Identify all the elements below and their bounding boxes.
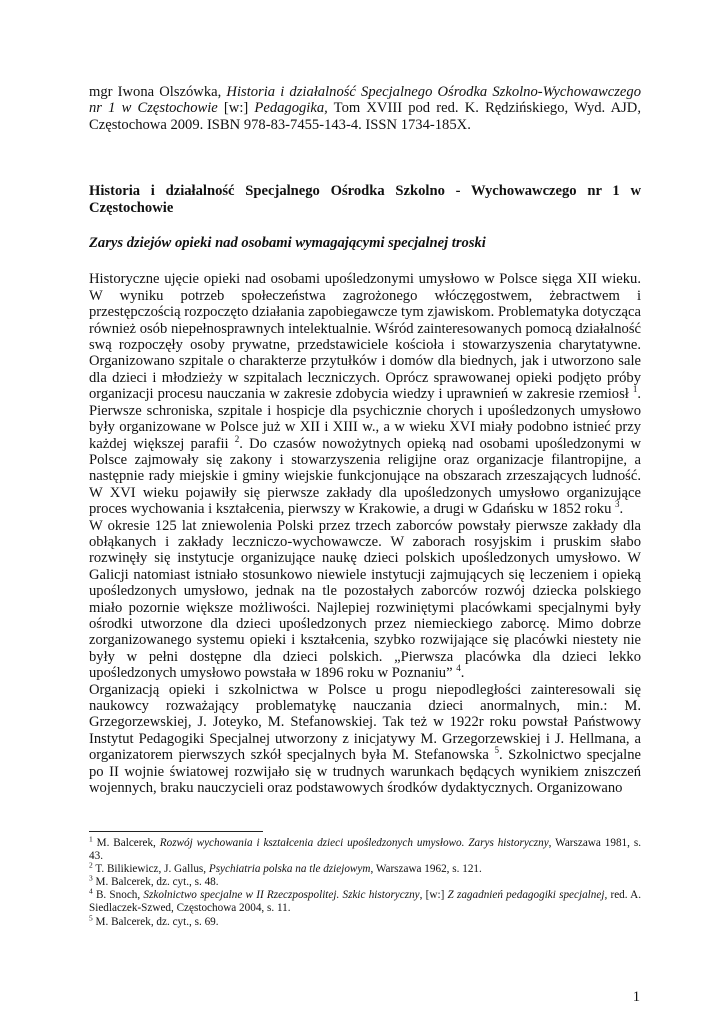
footnote-5: $^5$ M. Balcerek, dz. cyt., s. 69.: [89, 912, 219, 928]
document-page: [89, 84, 641, 796]
citation-title: Historia i działalność Specjalnego Ośrodka Szkolno-Wychowawczego nr 1 w Częstochowie: [89, 84, 641, 117]
document-title: Historia i działalność Specjalnego Ośrodka Szkolno - Wychowawczego nr 1 w Częstochowie: [89, 183, 641, 216]
paragraph-1: Historyczne ujęcie opieki nad osobami upośledzonymi umysłowo w Polsce sięga XII wieku. W wyniku potrzeb społeczeństwa zagrożonego włóczęgostwem, żebractwem i przestępczością rozpoczęto działania zapobiegawcze tym zjawiskom. Problematyka dotycząca również osób niepełnosprawnych intelektualnie. Wśród zainteresowanych pomocą działalność swą rozpoczęły osoby prywatne, przedstawiciele kościoła i stowarzyszenia charytatywne. Organizowano szpitale o charakterze przytułków i domów dla biednych, jak i utworzono sale dla dzieci i młodzieży w szpitalach leczniczych. Oprócz sprawowanej opieki podjęto próby organizacji procesu nauczania w zakresie zdobycia wiedzy i uprawnień w zakresie rzemiosł $^1$. Pierwsze schroniska, szpitale i hospicje dla psychicznie chorych i upośledzonych umysłowo były organizowane w Polsce już w XII i XIII w., a w wieku XVI miały podobno istnieć przy każdej większej parafii $^2$. Do czasów nowożytnych opieką nad osobami upośledzonymi w Polsce zajmowały się zakony i stowarzyszenia religijne oraz organizacje filantropijne, a następnie rady miejskie i gminy wiejskie funkcjonujące na obszarach zrzeszających ludność. W XVI wieku pojawiły się pierwsze zakłady dla upośledzonych umysłowo organizujące proces wychowania i kształcenia, pierwszy w Krakowie, a drugi w Gdańsku w 1852 roku $^3$.: [89, 271, 641, 518]
citation-journal: Pedagogika,: [254, 100, 328, 117]
footnote-ref-5[interactable]: 5: [494, 745, 499, 756]
footnote-3: $^3$ M. Balcerek, dz. cyt., s. 48.: [89, 873, 219, 889]
footnote-divider: [89, 831, 263, 832]
footnote-ref-1[interactable]: 1: [632, 384, 638, 395]
footnote-2: $^2$ T. Bilikiewicz, J. Gallus, Psychiatria polska na tle dziejowym, Warszawa 1962, s. 121.: [89, 860, 482, 876]
bibliographic-citation: mgr Iwona Olszówka, Historia i działalność Specjalnego Ośrodka Szkolno-Wychowawczego nr 1 w Częstochowie [w:] Pedagogika, Tom XVIII pod red. K. Rędzińskiego, Wyd. AJD, Częstochowa 2009. ISBN 978-83-7455-143-4. ISSN 1734-185X.: [89, 84, 641, 133]
citation-author: mgr Iwona Olszówka: [89, 84, 218, 100]
paragraph-2: W okresie 125 lat zniewolenia Polski przez trzech zaborców powstały pierwsze zakłady dla obłąkanych i zakłady leczniczo-wychowawcze. W zaborach rosyjskim i pruskim słabo rozwinęły się instytucje organizujące naukę dzieci polskich upośledzonych umysłowo. W Galicji natomiast istniało stosunkowo niewiele instytucji zajmujących się leczeniem i opieką upośledzonych umysłowo, jednak na tle pozostałych zaborców rozwój dziecka polskiego miało pozornie większe możliwości. Najlepiej rozwiniętymi placówkami specjalnymi były ośrodki utworzone dla dzieci upośledzonych przez niemieckiego zaborcę. Mimo dobrze zorganizowanego systemu opieki i kształcenia, szybko rozwijające się placówki niestety nie były w pełni dostępne dla dzieci polskich. „Pierwsza placówka dla dzieci lekko upośledzonych umysłowo powstała w 1896 roku w Poznaniu” $^4$.: [89, 517, 641, 682]
footnotes: [89, 834, 642, 929]
citation-details: Tom XVIII pod red. K. Rędzińskiego, Wyd. AJD, Częstochowa 2009. ISBN 978-83-7455-143-4. ISSN 1734-185X.: [89, 100, 641, 133]
footnote-ref-3[interactable]: 3: [615, 499, 620, 510]
section-heading: Zarys dziejów opieki nad osobami wymagającymi specjalnej troski: [89, 235, 486, 252]
footnote-ref-2[interactable]: 2: [234, 433, 240, 444]
footnote-ref-4[interactable]: 4: [456, 663, 461, 674]
body-text: [89, 271, 641, 796]
paragraph-3: Organizacją opieki i szkolnictwa w Polsce u progu niepodległości zainteresowali się naukowcy rozważający problematykę nauczania dzieci anormalnych, min.: M. Grzegorzewskiej, J. Joteyko, M. Stefanowskiej. Tak też w 1922r roku powstał Państwowy Instytut Pedagogiki Specjalnej utworzony z inicjatywy M. Grzegorzewskiej i J. Hellmana, a organizatorem pierwszych szkół specjalnych była M. Stefanowska $^5$. Szkolnictwo specjalne po II wojnie światowej rozwijało się w trudnych warunkach będących wynikiem zniszczeń wojennych, braku nauczycieli oraz podstawowych środków dydaktycznych. Organizowano: [89, 681, 641, 797]
footnote-4: $^4$ B. Snoch, Szkolnictwo specjalne w II Rzeczpospolitej. Szkic historyczny, [w:] Z zagadnień pedagogiki specjalnej, red. A. Siedlaczek-Szwed, Częstochowa 2004, s. 11.: [89, 886, 642, 915]
page-number: 1: [632, 989, 640, 1005]
footnote-1: $^1$ M. Balcerek, Rozwój wychowania i kształcenia dzieci upośledzonych umysłowo. Zarys historyczny, Warszawa 1981, s. 43.: [89, 834, 641, 863]
